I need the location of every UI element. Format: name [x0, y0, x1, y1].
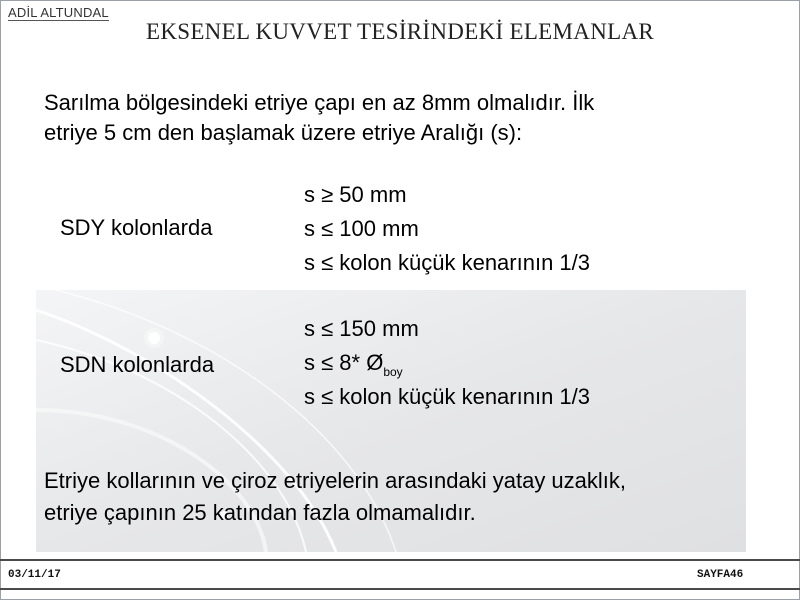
footer-rule-bottom [0, 588, 800, 590]
sdn-rule-max: s ≤ 150 mm [304, 316, 419, 341]
footer-date: 03/11/17 [8, 569, 61, 581]
closing-line-2: etriye çapının 25 katından fazla olmamalıdır. [44, 500, 476, 525]
sdn-rule-ratio: s ≤ kolon küçük kenarının 1/3 [304, 384, 591, 409]
sdy-rules [304, 178, 590, 280]
closing-paragraph [44, 465, 764, 529]
sdy-rule-max: s ≤ 100 mm [304, 216, 419, 241]
sdn-rule-diameter [304, 346, 590, 380]
intro-line-2: etriye 5 cm den başlamak üzere etriye Aralığı (s): [44, 120, 523, 145]
author-name: ADİL ALTUNDAL [8, 5, 109, 20]
intro-line-1: Sarılma bölgesindeki etriye çapı en az 8mm olmalıdır. İlk [44, 90, 595, 115]
sdn-rule-diameter-main: s ≤ 8* Ø [304, 350, 384, 375]
closing-line-1: Etriye kollarının ve çiroz etriyelerin arasındaki yatay uzaklık, [44, 468, 627, 493]
footer-rule-top [0, 559, 800, 561]
footer-page-number: SAYFA46 [697, 569, 744, 581]
sdn-rules [304, 312, 590, 414]
sdy-rule-ratio: s ≤ kolon küçük kenarının 1/3 [304, 250, 591, 275]
page-title: EKSENEL KUVVET TESİRİNDEKİ ELEMANLAR [145, 19, 655, 44]
sdn-label: SDN kolonlarda [60, 352, 215, 377]
intro-paragraph [44, 88, 764, 148]
sdy-rule-min: s ≥ 50 mm [304, 182, 407, 207]
sdn-rule-diameter-subscript: boy [383, 365, 403, 379]
sdy-label: SDY kolonlarda [60, 215, 213, 240]
